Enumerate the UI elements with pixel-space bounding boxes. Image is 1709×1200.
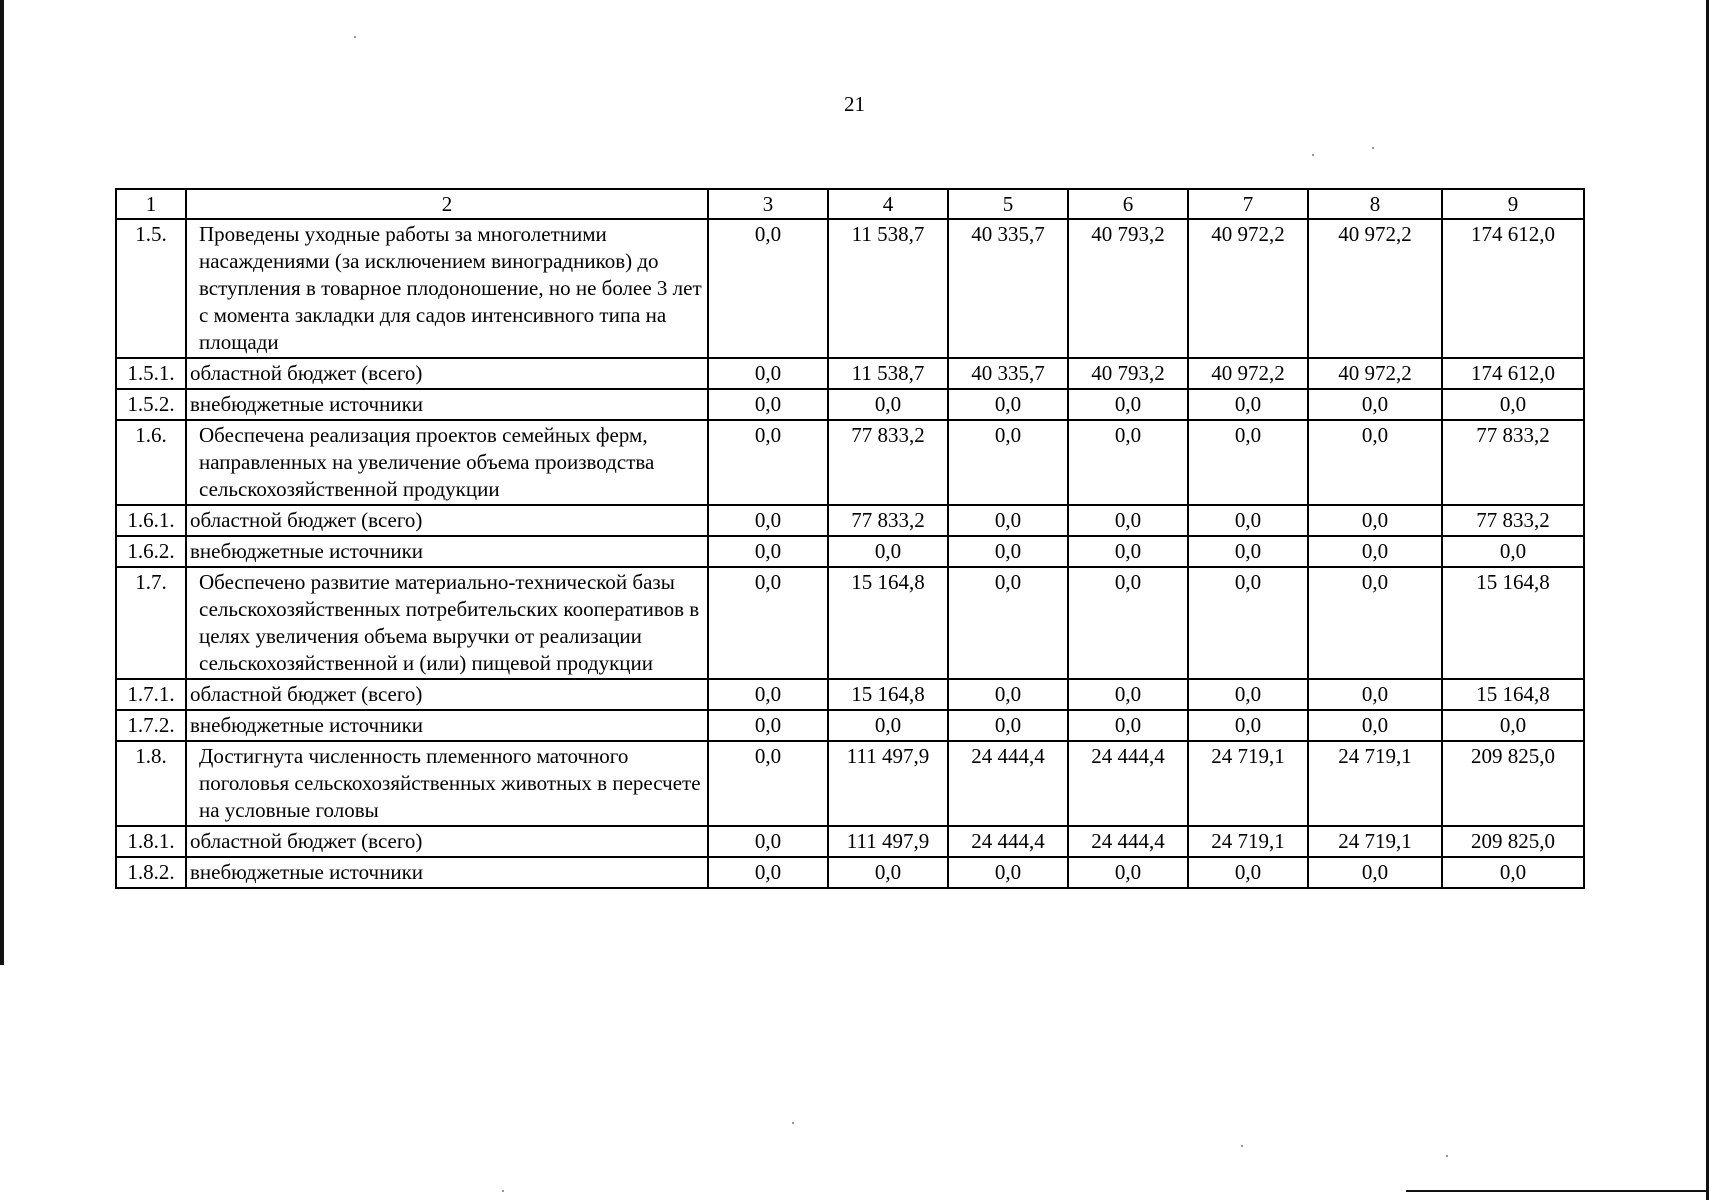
row-code-cell: 1.8.1. [116, 826, 186, 857]
value-cell: 0,0 [1188, 536, 1308, 567]
value-cell: 0,0 [1188, 505, 1308, 536]
header-cell: 4 [828, 189, 948, 219]
row-code-cell: 1.6.1. [116, 505, 186, 536]
value-cell: 0,0 [828, 710, 948, 741]
value-cell: 15 164,8 [1442, 679, 1584, 710]
value-cell: 0,0 [948, 679, 1068, 710]
value-cell: 0,0 [1308, 505, 1442, 536]
value-cell: 24 719,1 [1188, 741, 1308, 826]
header-cell: 6 [1068, 189, 1188, 219]
value-cell: 0,0 [948, 420, 1068, 505]
budget-table [115, 188, 1585, 889]
value-cell: 0,0 [1308, 536, 1442, 567]
row-description-cell: Проведены уходные работы за многолетними насаждениями (за исключением виноградников) до вступления в товарное плодоношение, но не более 3 лет с момента закладки для садов интенсивного типа на площади [186, 219, 708, 358]
value-cell: 0,0 [828, 857, 948, 888]
table-subrow [116, 710, 1584, 741]
value-cell: 174 612,0 [1442, 358, 1584, 389]
value-cell: 0,0 [1308, 857, 1442, 888]
value-cell: 0,0 [708, 741, 828, 826]
value-cell: 0,0 [708, 389, 828, 420]
value-cell: 40 972,2 [1308, 219, 1442, 358]
row-code-cell: 1.7.1. [116, 679, 186, 710]
scan-speck [502, 1190, 504, 1192]
value-cell: 0,0 [1308, 389, 1442, 420]
table-row [116, 741, 1584, 826]
scan-speck [792, 1122, 794, 1124]
value-cell: 0,0 [1068, 389, 1188, 420]
value-cell: 40 972,2 [1188, 219, 1308, 358]
row-description-cell: внебюджетные источники [186, 536, 708, 567]
value-cell: 0,0 [1188, 679, 1308, 710]
row-code-cell: 1.5. [116, 219, 186, 358]
table-subrow [116, 536, 1584, 567]
value-cell: 0,0 [948, 567, 1068, 679]
table-subrow [116, 389, 1584, 420]
value-cell: 0,0 [708, 358, 828, 389]
value-cell: 0,0 [828, 389, 948, 420]
value-cell: 15 164,8 [1442, 567, 1584, 679]
value-cell: 0,0 [828, 536, 948, 567]
value-cell: 40 335,7 [948, 358, 1068, 389]
table-row [116, 567, 1584, 679]
value-cell: 0,0 [708, 710, 828, 741]
value-cell: 0,0 [1188, 420, 1308, 505]
row-code-cell: 1.5.1. [116, 358, 186, 389]
row-code-cell: 1.5.2. [116, 389, 186, 420]
value-cell: 24 719,1 [1308, 741, 1442, 826]
value-cell: 0,0 [1068, 857, 1188, 888]
header-cell: 2 [186, 189, 708, 219]
table-subrow [116, 358, 1584, 389]
value-cell: 0,0 [1068, 710, 1188, 741]
scan-edge-left [0, 0, 4, 965]
scan-speck [354, 36, 356, 38]
row-description-cell: областной бюджет (всего) [186, 679, 708, 710]
value-cell: 24 719,1 [1188, 826, 1308, 857]
value-cell: 24 444,4 [1068, 826, 1188, 857]
value-cell: 0,0 [948, 710, 1068, 741]
value-cell: 0,0 [708, 567, 828, 679]
header-cell: 5 [948, 189, 1068, 219]
value-cell: 0,0 [1188, 567, 1308, 679]
value-cell: 0,0 [1188, 389, 1308, 420]
row-code-cell: 1.6.2. [116, 536, 186, 567]
value-cell: 0,0 [708, 536, 828, 567]
value-cell: 0,0 [1308, 567, 1442, 679]
value-cell: 15 164,8 [828, 679, 948, 710]
value-cell: 40 793,2 [1068, 358, 1188, 389]
value-cell: 40 335,7 [948, 219, 1068, 358]
value-cell: 0,0 [708, 505, 828, 536]
row-description-cell: областной бюджет (всего) [186, 826, 708, 857]
value-cell: 0,0 [708, 219, 828, 358]
value-cell: 40 972,2 [1188, 358, 1308, 389]
value-cell: 209 825,0 [1442, 741, 1584, 826]
value-cell: 77 833,2 [1442, 420, 1584, 505]
value-cell: 0,0 [1188, 710, 1308, 741]
value-cell: 40 793,2 [1068, 219, 1188, 358]
row-code-cell: 1.6. [116, 420, 186, 505]
table-subrow [116, 826, 1584, 857]
value-cell: 0,0 [1442, 536, 1584, 567]
row-description-cell: областной бюджет (всего) [186, 358, 708, 389]
value-cell: 11 538,7 [828, 358, 948, 389]
table-header-row [116, 189, 1584, 219]
value-cell: 0,0 [1442, 389, 1584, 420]
value-cell: 0,0 [708, 857, 828, 888]
row-code-cell: 1.7.2. [116, 710, 186, 741]
row-description-cell: внебюджетные источники [186, 857, 708, 888]
scan-speck [1446, 1155, 1448, 1157]
scan-speck [1372, 147, 1374, 149]
row-description-cell: областной бюджет (всего) [186, 505, 708, 536]
value-cell: 0,0 [948, 505, 1068, 536]
table-row [116, 219, 1584, 358]
header-cell: 7 [1188, 189, 1308, 219]
row-description-cell: внебюджетные источники [186, 710, 708, 741]
table-subrow [116, 679, 1584, 710]
header-cell: 9 [1442, 189, 1584, 219]
value-cell: 0,0 [1442, 710, 1584, 741]
value-cell: 0,0 [948, 536, 1068, 567]
header-cell: 1 [116, 189, 186, 219]
value-cell: 0,0 [708, 826, 828, 857]
value-cell: 0,0 [708, 420, 828, 505]
value-cell: 77 833,2 [828, 505, 948, 536]
value-cell: 24 444,4 [948, 826, 1068, 857]
value-cell: 77 833,2 [1442, 505, 1584, 536]
value-cell: 0,0 [1068, 536, 1188, 567]
value-cell: 0,0 [1308, 710, 1442, 741]
row-description-cell: Обеспечено развитие материально-технической базы сельскохозяйственных потребительских кооперативов в целях увеличения объема выручки от реализации сельскохозяйственной и (или) пищевой продукции [186, 567, 708, 679]
value-cell: 77 833,2 [828, 420, 948, 505]
header-cell: 8 [1308, 189, 1442, 219]
value-cell: 0,0 [1068, 567, 1188, 679]
value-cell: 0,0 [1442, 857, 1584, 888]
value-cell: 0,0 [948, 857, 1068, 888]
header-cell: 3 [708, 189, 828, 219]
row-code-cell: 1.7. [116, 567, 186, 679]
scan-edge-bottom [1406, 1190, 1709, 1192]
scan-speck [1241, 1145, 1243, 1147]
value-cell: 0,0 [1188, 857, 1308, 888]
table-subrow [116, 857, 1584, 888]
value-cell: 0,0 [1068, 420, 1188, 505]
row-description-cell: Обеспечена реализация проектов семейных ферм, направленных на увеличение объема производства сельскохозяйственной продукции [186, 420, 708, 505]
value-cell: 0,0 [708, 679, 828, 710]
scan-speck [1312, 154, 1314, 156]
row-code-cell: 1.8. [116, 741, 186, 826]
value-cell: 24 719,1 [1308, 826, 1442, 857]
table-row [116, 420, 1584, 505]
value-cell: 24 444,4 [1068, 741, 1188, 826]
row-description-cell: Достигнута численность племенного маточного поголовья сельскохозяйственных животных в пересчете на условные головы [186, 741, 708, 826]
value-cell: 0,0 [1068, 679, 1188, 710]
value-cell: 174 612,0 [1442, 219, 1584, 358]
value-cell: 24 444,4 [948, 741, 1068, 826]
value-cell: 0,0 [1068, 505, 1188, 536]
row-description-cell: внебюджетные источники [186, 389, 708, 420]
value-cell: 0,0 [1308, 420, 1442, 505]
table-subrow [116, 505, 1584, 536]
value-cell: 40 972,2 [1308, 358, 1442, 389]
value-cell: 111 497,9 [828, 826, 948, 857]
value-cell: 0,0 [948, 389, 1068, 420]
value-cell: 209 825,0 [1442, 826, 1584, 857]
row-code-cell: 1.8.2. [116, 857, 186, 888]
value-cell: 0,0 [1308, 679, 1442, 710]
page-number: 21 [844, 92, 865, 116]
value-cell: 15 164,8 [828, 567, 948, 679]
value-cell: 111 497,9 [828, 741, 948, 826]
value-cell: 11 538,7 [828, 219, 948, 358]
